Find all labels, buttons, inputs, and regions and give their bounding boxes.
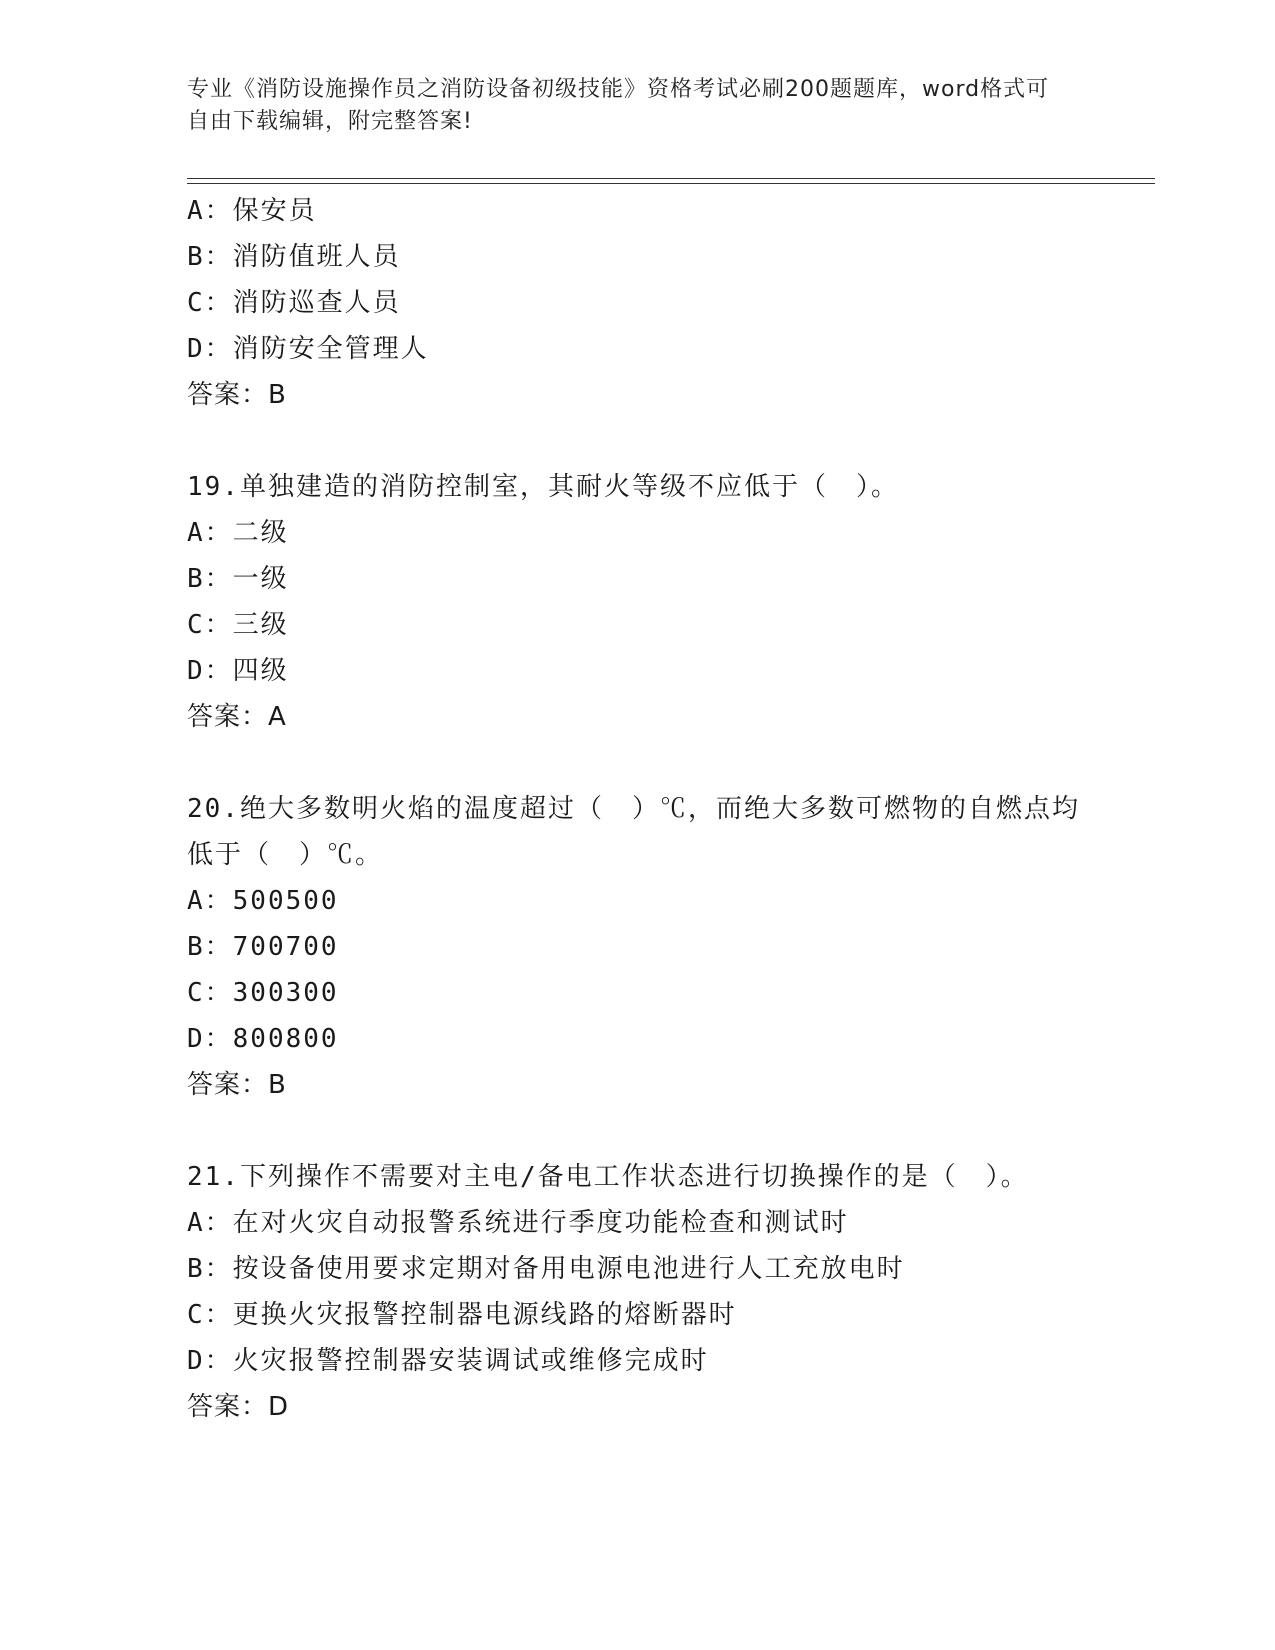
- option-b: B：一级: [187, 564, 289, 594]
- answer-line: 答案：D: [187, 1392, 290, 1422]
- option-d: D：800800: [187, 1024, 339, 1054]
- question-text: 19.单独建造的消防控制室，其耐火等级不应低于（ ）。: [187, 472, 899, 502]
- answer-line: 答案：B: [187, 380, 287, 410]
- option-c: C：三级: [187, 610, 289, 640]
- question-19: [187, 464, 1155, 740]
- header-rule-bottom: [187, 183, 1155, 184]
- option-b: B：按设备使用要求定期对备用电源电池进行人工充放电时: [187, 1254, 905, 1284]
- option-c: C：消防巡查人员: [187, 288, 401, 318]
- answer-line: 答案：B: [187, 1070, 287, 1100]
- question-list: [187, 188, 1155, 1430]
- option-a: A：在对火灾自动报警系统进行季度功能检查和测试时: [187, 1208, 849, 1238]
- option-a: A：二级: [187, 518, 289, 548]
- option-d: D：四级: [187, 656, 289, 686]
- header-rule-top: [187, 178, 1155, 179]
- option-d: D：消防安全管理人: [187, 334, 429, 364]
- spacer: [187, 740, 1155, 786]
- option-c: C：更换火灾报警控制器电源线路的熔断器时: [187, 1300, 737, 1330]
- option-b: B：消防值班人员: [187, 242, 401, 272]
- option-c: C：300300: [187, 978, 339, 1008]
- option-d: D：火灾报警控制器安装调试或维修完成时: [187, 1346, 709, 1376]
- option-a: A：500500: [187, 886, 339, 916]
- answer-line: 答案：A: [187, 702, 287, 732]
- option-a: A：保安员: [187, 196, 317, 226]
- question-text: 20.绝大多数明火焰的温度超过（ ）℃，而绝大多数可燃物的自燃点均低于（ ）℃。: [187, 794, 1080, 870]
- question-21: [187, 1154, 1155, 1430]
- question-text: 21.下列操作不需要对主电/备电工作状态进行切换操作的是（ ）。: [187, 1162, 1029, 1192]
- spacer: [187, 418, 1155, 464]
- document-header: 专业《消防设施操作员之消防设备初级技能》资格考试必刷200题题库，word格式可自由下载编辑，附完整答案!: [187, 77, 1050, 134]
- option-b: B：700700: [187, 932, 339, 962]
- question-20: [187, 786, 1155, 1108]
- question-18-continued: [187, 188, 1155, 418]
- spacer: [187, 1108, 1155, 1154]
